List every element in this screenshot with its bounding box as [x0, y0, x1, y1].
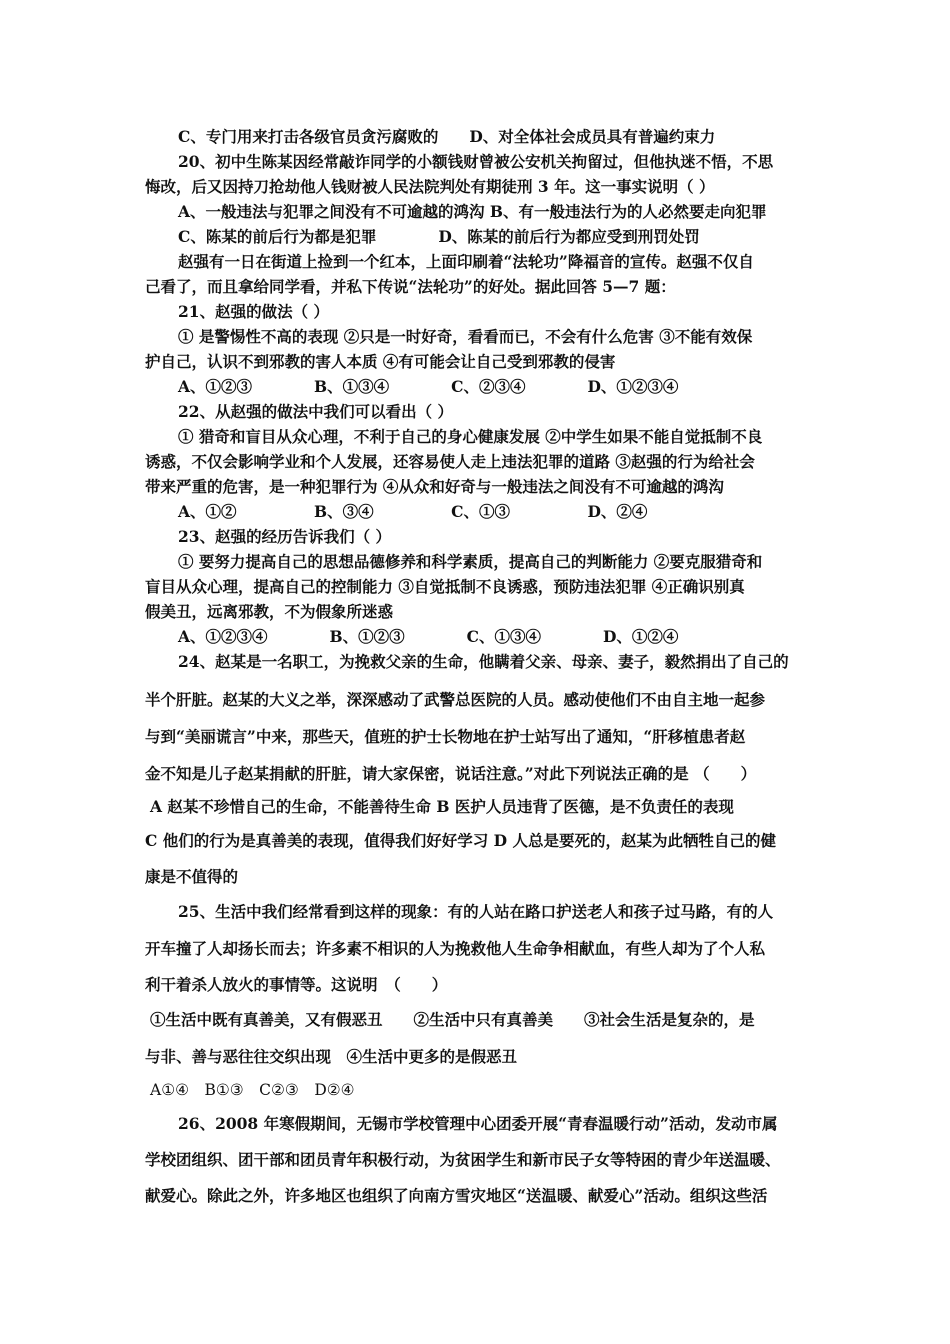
- q24-stem-line-2: 半个肝脏。赵某的大义之举，深深感动了武警总医院的人员。感动使他们不由自主地一起参: [145, 690, 766, 709]
- q24-options-a-b: A 赵某不珍惜自己的生命，不能善待生命 B 医护人员违背了医德，是不负责任的表现: [150, 797, 734, 816]
- q23-stem: 23、赵强的经历告诉我们（ ）: [178, 527, 391, 546]
- q21-statements-line-2: 护自己，认识不到邪教的害人本质 ④有可能会让自己受到邪教的侵害: [145, 352, 616, 371]
- q26-stem-line-1: 26、2008 年寒假期间，无锡市学校管理中心团委开展“青春温暖行动”活动，发动市属: [178, 1114, 778, 1133]
- q23-statements-line-3: 假美丑，远离邪教，不为假象所迷惑: [145, 602, 394, 621]
- q26-stem-line-2: 学校团组织、团干部和团员青年积极行动，为贫困学生和新市民子女等特困的青少年送温暖、: [145, 1150, 781, 1169]
- q23-statements-line-2: 盲目从众心理，提高自己的控制能力 ③自觉抵制不良诱惑，预防违法犯罪 ④正确识别真: [145, 577, 745, 596]
- q22-statements-line-3: 带来严重的危害，是一种犯罪行为 ④从众和好奇与一般违法之间没有不可逾越的鸿沟: [145, 477, 724, 496]
- q20-options-c-d: C、陈某的前后行为都是犯罪 D、陈某的前后行为都应受到刑罚处罚: [178, 227, 700, 246]
- q25-stem-line-2: 开车撞了人却扬长而去；许多素不相识的人为挽救他人生命争相献血，有些人却为了个人私: [145, 939, 766, 958]
- q22-statements-line-1: ① 猎奇和盲目从众心理，不利于自己的身心健康发展 ②中学生如果不能自觉抵制不良: [178, 427, 763, 446]
- q25-options: A①④ B①③ C②③ D②④: [150, 1081, 355, 1099]
- q24-options-c-d: C 他们的行为是真善美的表现，值得我们好好学习 D 人总是要死的，赵某为此牺牲自己的健: [145, 831, 776, 850]
- q25-stem-line-3: 利干着杀人放火的事情等。这说明 （ ）: [145, 975, 448, 994]
- q26-stem-line-3: 献爱心。除此之外，许多地区也组织了向南方雪灾地区“送温暖、献爱心”活动。组织这些活: [145, 1186, 768, 1205]
- q20-options-a-b: A、一般违法与犯罪之间没有不可逾越的鸿沟 B、有一般违法行为的人必然要走向犯罪: [178, 202, 767, 221]
- q23-statements-line-1: ① 要努力提高自己的思想品德修养和科学素质，提高自己的判断能力 ②要克服猎奇和: [178, 552, 763, 571]
- q24-stem-line-4: 金不知是儿子赵某捐献的肝脏，请大家保密，说话注意。”对此下列说法正确的是 （ ）: [145, 764, 757, 783]
- q22-statements-line-2: 诱惑，不仅会影响学业和个人发展，还容易使人走上违法犯罪的道路 ③赵强的行为给社会: [145, 452, 755, 471]
- q25-statements-line-2: 与非、善与恶往往交织出现 ④生活中更多的是假恶丑: [145, 1047, 518, 1066]
- q21-options: A、①②③ B、①③④ C、②③④ D、①②③④: [178, 377, 679, 396]
- q20-stem-line-2: 悔改，后又因持刀抢劫他人钱财被人民法院判处有期徒刑 3 年。这一事实说明（ ）: [145, 177, 715, 196]
- q24-stem-line-3: 与到“美丽谎言”中来，那些天，值班的护士长物地在护士站写出了通知，“肝移植患者赵: [145, 727, 746, 746]
- q20-stem-line-1: 20、初中生陈某因经常敲诈同学的小额钱财曾被公安机关拘留过，但他执迷不悟，不思: [178, 152, 774, 171]
- q24-stem-line-1: 24、赵某是一名职工，为挽救父亲的生命，他瞒着父亲、母亲、妻子，毅然捐出了自己的: [178, 652, 789, 671]
- q21-statements-line-1: ① 是警惕性不高的表现 ②只是一时好奇，看看而已，不会有什么危害 ③不能有效保: [178, 327, 753, 346]
- q23-options: A、①②③④ B、①②③ C、①③④ D、①②④: [178, 627, 679, 646]
- material-zhaoqiang-line-1: 赵强有一日在街道上捡到一个红本，上面印刷着“法轮功”降福音的宣传。赵强不仅自: [178, 252, 754, 271]
- q24-options-d-cont: 康是不值得的: [145, 867, 239, 886]
- q22-stem: 22、从赵强的做法中我们可以看出（ ）: [178, 402, 453, 421]
- q25-stem-line-1: 25、生活中我们经常看到这样的现象：有的人站在路口护送老人和孩子过马路，有的人: [178, 902, 774, 921]
- q19-option-c-d: C、专门用来打击各级官员贪污腐败的 D、对全体社会成员具有普遍约束力: [178, 127, 716, 146]
- q25-statements-line-1: ①生活中既有真善美，又有假恶丑 ②生活中只有真善美 ③社会生活是复杂的，是: [150, 1010, 755, 1029]
- q21-stem: 21、赵强的做法（ ）: [178, 302, 329, 321]
- q22-options: A、①② B、③④ C、①③ D、②④: [178, 502, 648, 521]
- material-zhaoqiang-line-2: 己看了，而且拿给同学看，并私下传说“法轮功”的好处。据此回答 5—7 题：: [145, 277, 676, 296]
